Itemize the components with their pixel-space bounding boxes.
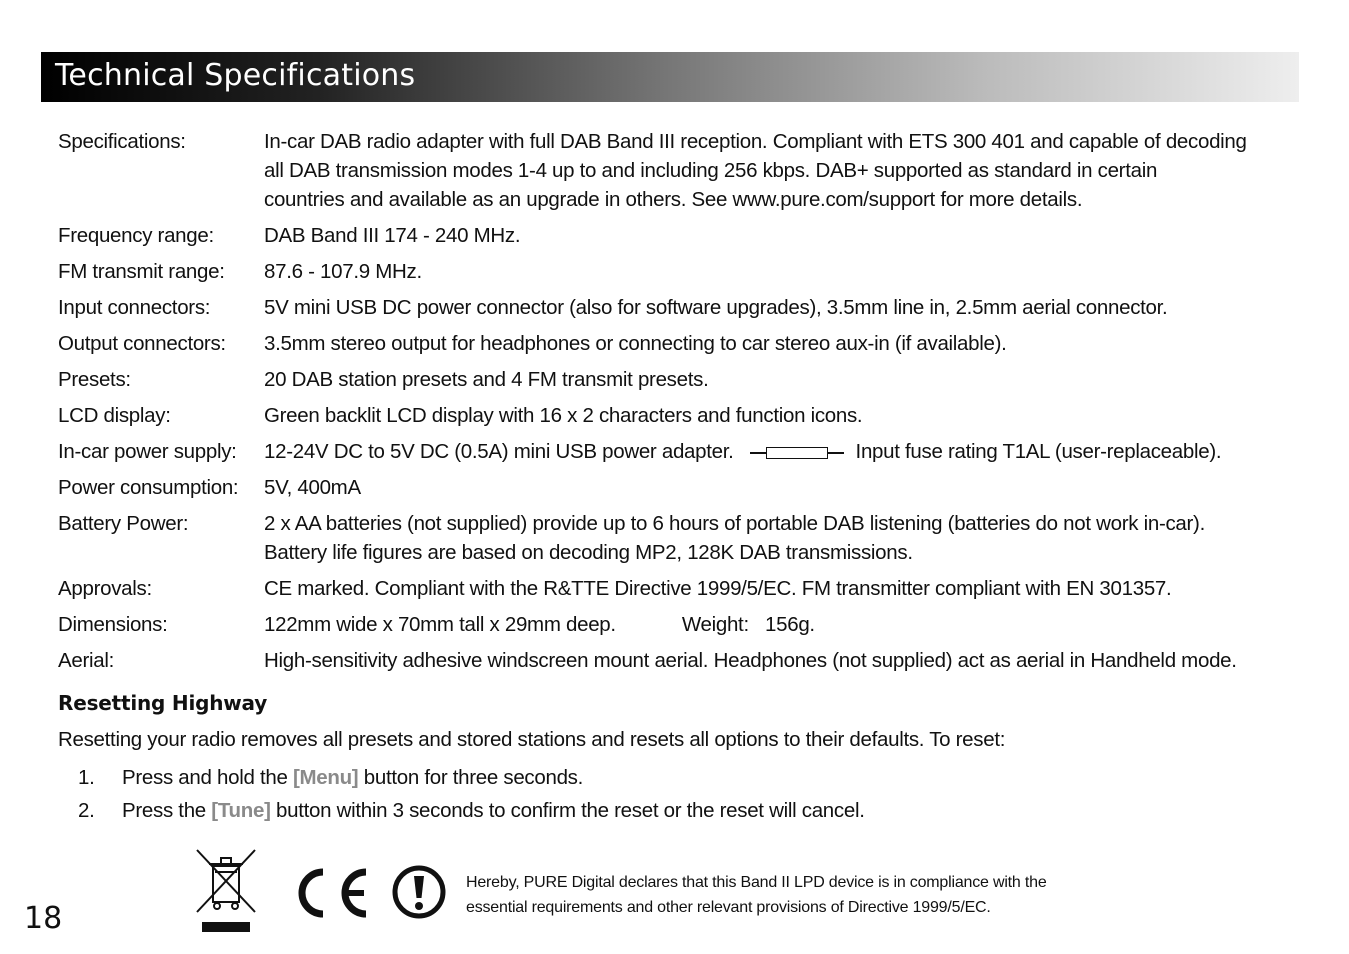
spec-value: Green backlit LCD display with 16 x 2 characters and function icons.: [264, 404, 863, 427]
step-text-after: button within 3 seconds to confirm the reset or the reset will cancel.: [270, 799, 865, 822]
spec-row-specifications: [58, 127, 1298, 214]
title-bar: [41, 52, 1299, 102]
spec-row-battery-power: [58, 509, 1298, 567]
spec-value-line: countries and available as an upgrade in others. See www.pure.com/support for more details.: [264, 188, 1083, 211]
spec-value-line: Battery life figures are based on decoding MP2, 128K DAB transmissions.: [264, 541, 913, 564]
spec-label: In-car power supply:: [58, 440, 237, 463]
tune-key-label: [Tune]: [211, 799, 271, 822]
spec-value: High-sensitivity adhesive windscreen mount aerial. Headphones (not supplied) act as aerial in Handheld mode.: [264, 649, 1237, 672]
spec-label: LCD display:: [58, 404, 171, 427]
spec-row-in-car-power-supply: [58, 437, 1298, 466]
weight-value: 156g.: [765, 613, 815, 636]
spec-value-line: 2 x AA batteries (not supplied) provide up to 6 hours of portable DAB listening (batteries do not work in-car).: [264, 512, 1205, 535]
spec-value: 3.5mm stereo output for headphones or connecting to car stereo aux-in (if available).: [264, 332, 1007, 355]
dimensions-text: 122mm wide x 70mm tall x 29mm deep.: [264, 613, 616, 636]
reset-section-title: Resetting Highway: [58, 691, 268, 715]
spec-value: 20 DAB station presets and 4 FM transmit presets.: [264, 368, 709, 391]
spec-row-input-connectors: [58, 293, 1298, 322]
menu-key-label: [Menu]: [292, 766, 359, 789]
spec-label: FM transmit range:: [58, 260, 225, 283]
list-item: [78, 799, 865, 832]
compliance-line: Hereby, PURE Digital declares that this Band II LPD device is in compliance with the: [466, 874, 1047, 891]
spec-label: Output connectors:: [58, 332, 226, 355]
step-text-before: Press and hold the: [122, 766, 293, 789]
spec-row-dimensions: [58, 610, 1298, 639]
spec-value: CE marked. Compliant with the R&TTE Directive 1999/5/EC. FM transmitter compliant with EN 301357.: [264, 577, 1172, 600]
spec-value: 87.6 - 107.9 MHz.: [264, 260, 422, 283]
spec-row-approvals: [58, 574, 1298, 603]
fuse-rating-text: Input fuse rating T1AL (user-replaceable).: [855, 440, 1222, 463]
spec-label: Power consumption:: [58, 476, 239, 499]
spec-value: [264, 437, 1298, 466]
reset-description: Resetting your radio removes all presets and stored stations and resets all options to their defaults. To reset:: [58, 728, 1006, 751]
spec-label: Approvals:: [58, 577, 152, 600]
spec-value: [264, 509, 1298, 567]
spec-value: [264, 610, 1298, 639]
spec-label: Battery Power:: [58, 512, 189, 535]
spec-row-output-connectors: [58, 329, 1298, 358]
spec-value: 5V, 400mA: [264, 476, 361, 499]
compliance-line: essential requirements and other relevant provisions of Directive 1999/5/EC.: [466, 899, 991, 916]
list-item: [78, 766, 865, 799]
reset-steps-list: [78, 766, 865, 832]
step-number: 2.: [78, 799, 95, 822]
page-number: 18: [24, 901, 63, 936]
spec-label: Aerial:: [58, 649, 115, 672]
spec-value: 5V mini USB DC power connector (also for software upgrades), 3.5mm line in, 2.5mm aerial connector.: [264, 296, 1168, 319]
step-text: [122, 799, 865, 823]
spec-value-line: In-car DAB radio adapter with full DAB Band III reception. Compliant with ETS 300 401 and capable of decoding: [264, 130, 1247, 153]
step-text: [122, 766, 583, 790]
spec-value: DAB Band III 174 - 240 MHz.: [264, 224, 521, 247]
spec-row-aerial: [58, 646, 1298, 675]
step-text-before: Press the: [122, 799, 212, 822]
spec-value-text: 12-24V DC to 5V DC (0.5A) mini USB power adapter.: [264, 440, 734, 463]
spec-label: Presets:: [58, 368, 131, 391]
spec-row-frequency-range: [58, 221, 1298, 250]
spec-row-presets: [58, 365, 1298, 394]
spec-label: Input connectors:: [58, 296, 211, 319]
spec-value-line: all DAB transmission modes 1-4 up to and including 256 kbps. DAB+ supported as standard in certain: [264, 159, 1158, 182]
weee-crossed-bin-icon: [195, 848, 257, 934]
ce-mark-icon: [296, 866, 370, 920]
weight-label: Weight:: [681, 613, 749, 636]
spec-label: Specifications:: [58, 130, 186, 153]
alert-icon: [391, 864, 447, 920]
step-number: 1.: [78, 766, 95, 789]
spec-row-fm-transmit-range: [58, 257, 1298, 286]
step-text-after: button for three seconds.: [358, 766, 584, 789]
spec-row-power-consumption: [58, 473, 1298, 502]
compliance-statement: [466, 870, 1126, 920]
spec-row-lcd-display: [58, 401, 1298, 430]
spec-label: Frequency range:: [58, 224, 214, 247]
fuse-icon: [750, 446, 844, 460]
spec-value: [264, 127, 1298, 214]
specs-table: [58, 127, 1298, 682]
page-title: Technical Specifications: [55, 58, 416, 93]
spec-label: Dimensions:: [58, 613, 168, 636]
